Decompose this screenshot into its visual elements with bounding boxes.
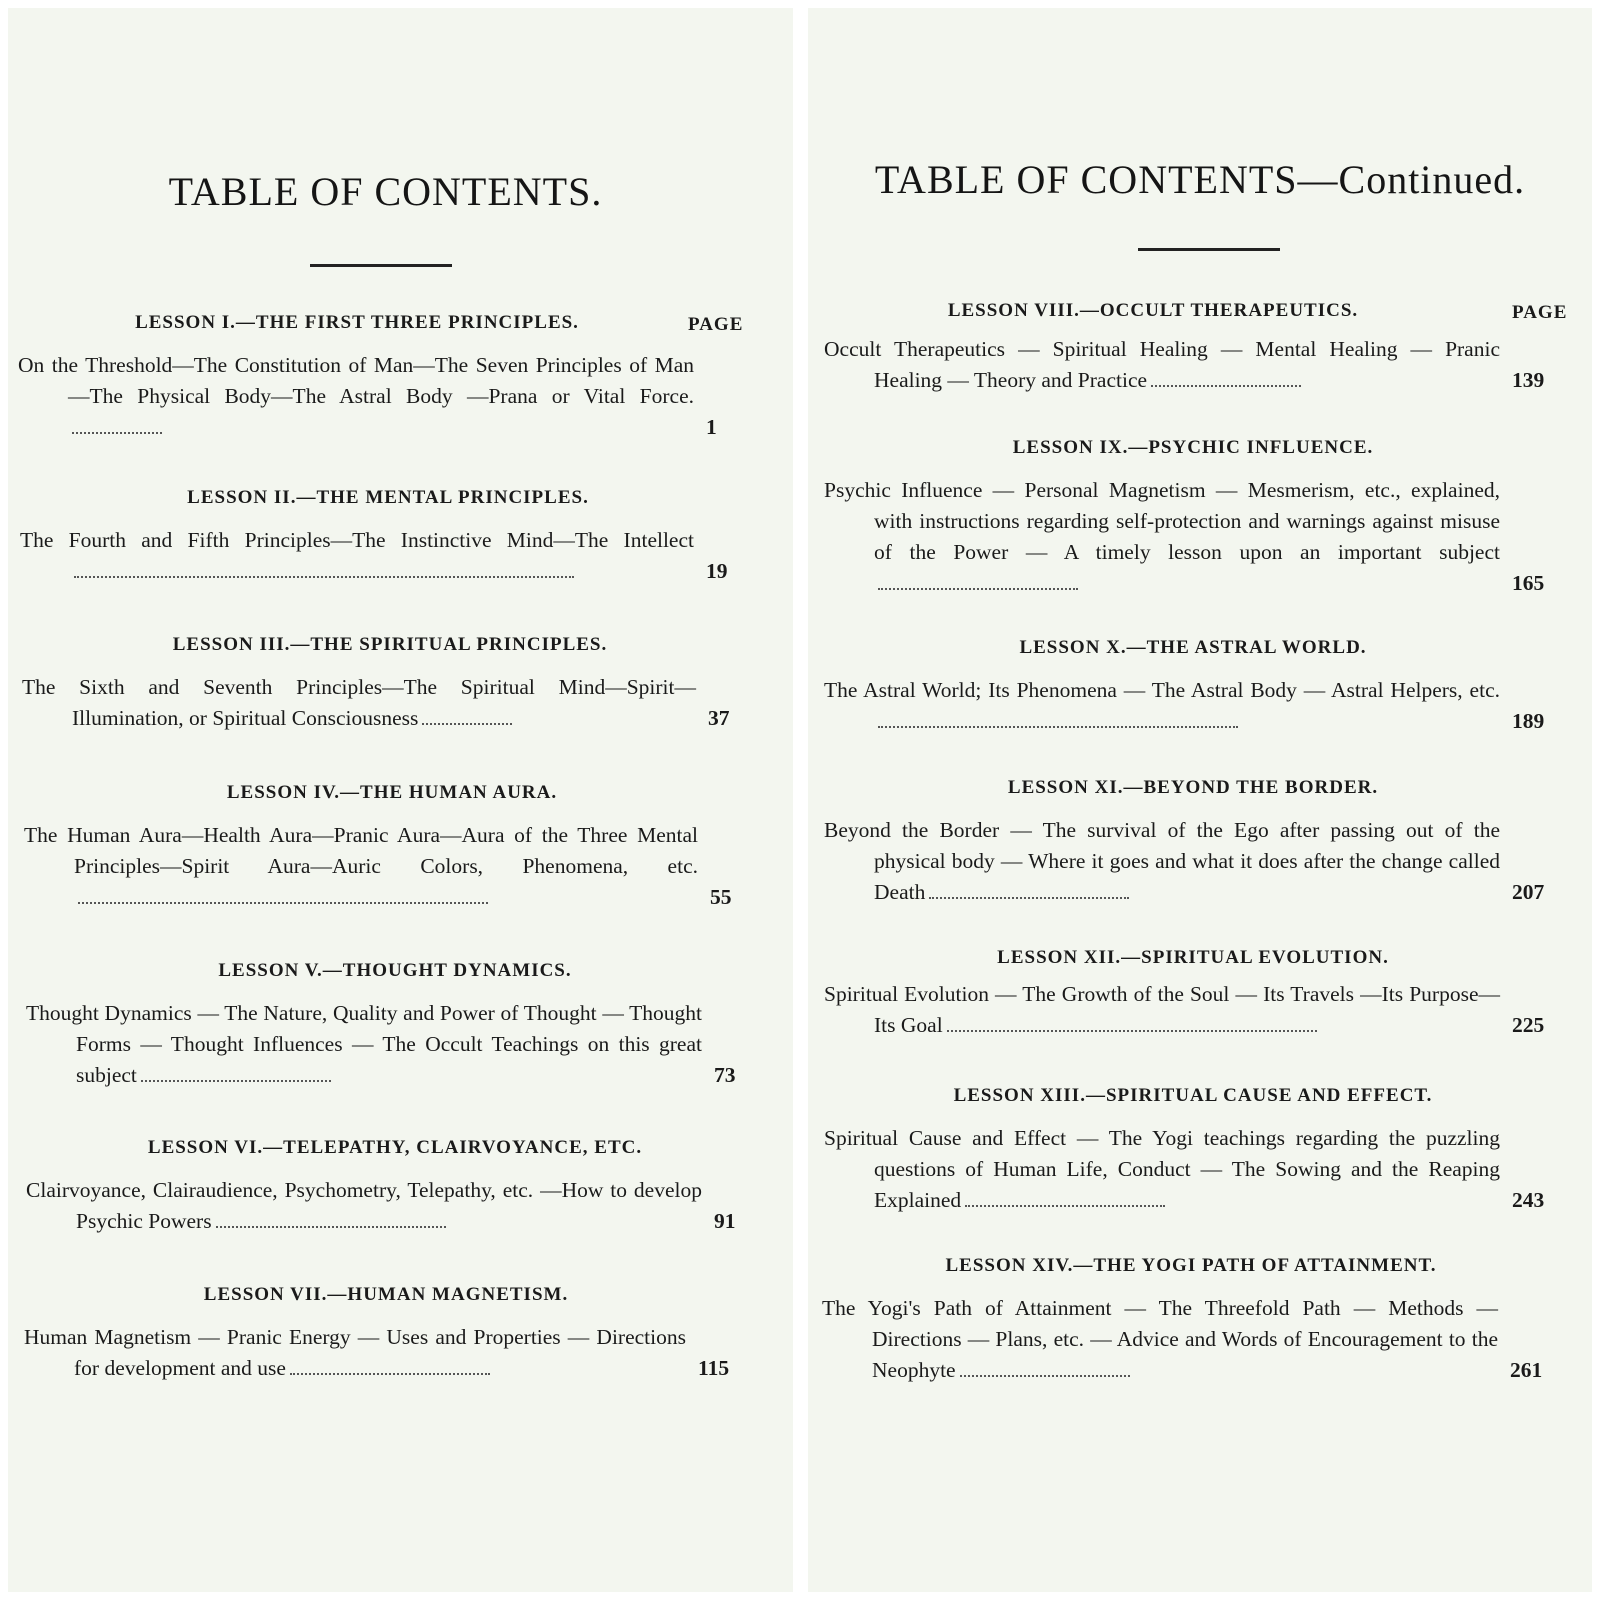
lesson-entry-13 [824,1081,1562,1216]
lesson-heading: LESSON VIII.—OCCULT THERAPEUTICS. [947,300,1359,321]
lesson-description: The Yogi's Path of Attainment — The Threefold Path — Methods — Directions — Plans, etc. — Advice and Words of Encouragement to the Neophyte 261 [822,1296,1543,1382]
lesson-heading: LESSON V.—THOUGHT DYNAMICS. [218,960,572,981]
leader-dots [216,1225,446,1228]
lesson-heading: LESSON XIV.—THE YOGI PATH OF ATTAINMENT. [945,1255,1437,1276]
lesson-heading: LESSON III.—THE SPIRITUAL PRINCIPLES. [172,634,608,655]
lesson-description: Clairvoyance, Clairaudience, Psychometry, Telepathy, etc. —How to develop Psychic Powers 91 [26,1178,736,1233]
leader-dots [929,896,1129,899]
lesson-heading: LESSON X.—THE ASTRAL WORLD. [1019,637,1367,658]
lesson-description: The Astral World; Its Phenomena — The Astral Body — Astral Helpers, etc. 189 [824,678,1545,733]
lesson-entry-14 [822,1251,1560,1386]
page-column-label: PAGE [688,314,744,335]
right-page [808,8,1592,1592]
lesson-description: Psychic Influence — Personal Magnetism — Mesmerism, etc., explained, with instructions regarding self-protection and warnings against misuse of the Power — A timely lesson upon an important subject 165 [824,478,1545,595]
lesson-description: Spiritual Cause and Effect — The Yogi teachings regarding the puzzling questions of Human Life, Conduct — The Sowing and the Reaping Explained 243 [824,1126,1545,1212]
leader-dots [422,722,512,725]
leader-dots [965,1204,1165,1207]
leader-dots [960,1374,1130,1377]
lesson-entry-4 [24,778,760,913]
leader-dots [72,431,162,434]
leader-dots [878,725,1238,728]
lesson-entry-6 [26,1133,764,1237]
lesson-heading: LESSON II.—THE MENTAL PRINCIPLES. [187,487,589,508]
title-divider [1138,248,1280,251]
lesson-description: The Fourth and Fifth Principles—The Instinctive Mind—The Intellect 19 [20,528,728,583]
left-page [8,8,793,1592]
lesson-heading: LESSON XI.—BEYOND THE BORDER. [1007,777,1379,798]
lesson-heading: LESSON XII.—SPIRITUAL EVOLUTION. [997,947,1389,968]
lesson-description: Occult Therapeutics — Spiritual Healing — Mental Healing — Pranic Healing — Theory and Practice 139 [824,337,1545,392]
lesson-description: The Human Aura—Health Aura—Pranic Aura—Aura of the Three Mental Principles—Spirit Aura—Auric Colors, Phenomena, etc. 55 [24,823,732,909]
lesson-entry-3 [22,630,758,734]
title-divider [310,264,452,267]
page-title: TABLE OF CONTENTS. [168,169,603,214]
lesson-heading: LESSON IV.—THE HUMAN AURA. [226,782,558,803]
leader-dots [1151,384,1301,387]
lesson-entry-10 [824,633,1562,737]
lesson-description: Spiritual Evolution — The Growth of the Soul — Its Travels —Its Purpose—Its Goal 225 [824,982,1545,1037]
lesson-description: Thought Dynamics — The Nature, Quality and Power of Thought — Thought Forms — Thought Influences — The Occult Teachings on this great subject 73 [26,1001,736,1087]
lesson-entry-7 [24,1280,748,1384]
lesson-entry-8 [824,296,1562,396]
lesson-entry-2 [20,483,756,587]
page-column-label: PAGE [1512,302,1568,323]
page-title: TABLE OF CONTENTS—Continued. [874,157,1526,202]
leader-dots [78,901,488,904]
leader-dots [290,1372,490,1375]
leader-dots [141,1079,331,1082]
leader-dots [878,587,1078,590]
lesson-heading: LESSON IX.—PSYCHIC INFLUENCE. [1012,437,1374,458]
lesson-heading: LESSON I.—THE FIRST THREE PRINCIPLES. [135,312,579,333]
lesson-heading: LESSON VI.—TELEPATHY, CLAIRVOYANCE, ETC. [147,1137,643,1158]
leader-dots [947,1029,1317,1032]
lesson-description: The Sixth and Seventh Principles—The Spiritual Mind—Spirit—Illumination, or Spiritual Consciousness 37 [22,675,730,730]
lesson-description: Beyond the Border — The survival of the Ego after passing out of the physical body — Where it goes and what it does after the change called Death 207 [824,818,1545,904]
lesson-entry-12 [824,943,1562,1041]
lesson-entry-9 [824,433,1562,599]
lesson-description: Human Magnetism — Pranic Energy — Uses and Properties — Directions for development and use 115 [24,1325,730,1380]
lesson-entry-1 [18,308,756,443]
lesson-heading: LESSON XIII.—SPIRITUAL CAUSE AND EFFECT. [953,1085,1433,1106]
lesson-entry-11 [824,773,1562,908]
lesson-heading: LESSON VII.—HUMAN MAGNETISM. [203,1284,569,1305]
lesson-entry-5 [26,956,764,1091]
lesson-description: On the Threshold—The Constitution of Man—The Seven Principles of Man—The Physical Body—The Astral Body —Prana or Vital Force. 1 [18,353,717,439]
leader-dots [74,575,574,578]
